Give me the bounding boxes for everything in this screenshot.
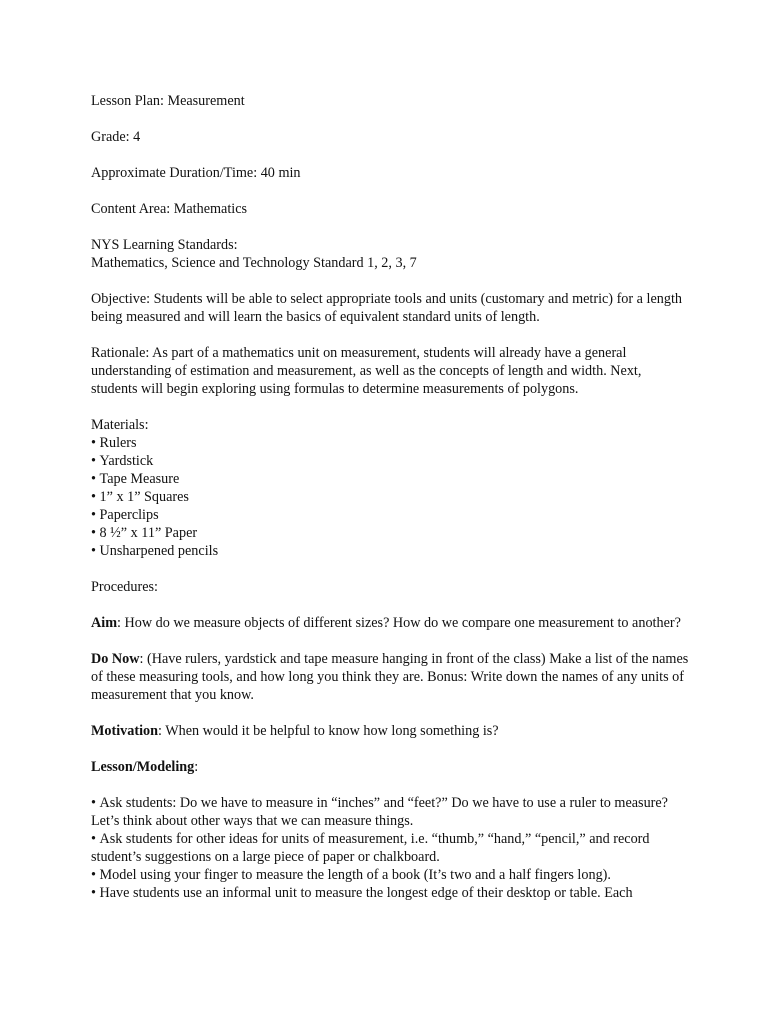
grade-line: Grade: 4 [91, 129, 141, 145]
lesson-modeling-label: Lesson/Modeling [91, 759, 195, 775]
standards-text: Mathematics, Science and Technology Standard 1, 2, 3, 7 [91, 255, 417, 271]
list-item: • Have students use an informal unit to measure the longest edge of their desktop or table. Each [91, 884, 691, 902]
list-item: • Rulers [91, 434, 691, 452]
standards-section [91, 236, 691, 272]
objective-paragraph: Objective: Students will be able to select appropriate tools and units (customary and metric) for a length being measured and will learn the basics of equivalent standard units of length. [91, 291, 682, 325]
do-now-paragraph [91, 650, 691, 704]
list-item: • Unsharpened pencils [91, 542, 691, 560]
list-item: • Model using your finger to measure the length of a book (It’s two and a half fingers long). [91, 866, 691, 884]
lesson-plan-body [91, 92, 691, 902]
lesson-steps-list [91, 794, 691, 902]
aim-label: Aim [91, 615, 118, 631]
content-area-line: Content Area: Mathematics [91, 201, 248, 217]
lesson-modeling-colon: : [194, 759, 199, 775]
lesson-modeling-heading [91, 758, 691, 776]
materials-list [91, 434, 691, 560]
list-item: • Yardstick [91, 452, 691, 470]
materials-heading: Materials: [91, 417, 149, 433]
document-title: Lesson Plan: Measurement [91, 93, 245, 109]
list-item: • 8 ½” x 11” Paper [91, 524, 691, 542]
list-item: • Tape Measure [91, 470, 691, 488]
motivation-paragraph [91, 722, 691, 740]
list-item: • Ask students for other ideas for units of measurement, i.e. “thumb,” “hand,” “pencil,” and record student’s suggestions on a large piece of paper or chalkboard. [91, 830, 691, 866]
procedures-heading: Procedures: [91, 579, 158, 595]
motivation-text: : When would it be helpful to know how long something is? [158, 723, 499, 739]
list-item: • Ask students: Do we have to measure in “inches” and “feet?” Do we have to use a ruler to measure? Let’s think about other ways that we can measure things. [91, 794, 691, 830]
do-now-label: Do Now [91, 651, 140, 667]
rationale-paragraph: Rationale: As part of a mathematics unit on measurement, students will already have a general understanding of estimation and measurement, as well as the concepts of length and width. Next, students will begin exploring using formulas to determine measurements of polygons. [91, 345, 642, 397]
do-now-text: : (Have rulers, yardstick and tape measure hanging in front of the class) Make a list of the names of these measuring tools, and how long you think they are. Bonus: Write down the names of any units of measurement that you know. [91, 651, 689, 703]
standards-heading: NYS Learning Standards: [91, 237, 238, 253]
list-item: • Paperclips [91, 506, 691, 524]
motivation-label: Motivation [91, 723, 158, 739]
aim-paragraph [91, 614, 691, 632]
aim-text: : How do we measure objects of different sizes? How do we compare one measurement to another? [117, 615, 681, 631]
duration-line: Approximate Duration/Time: 40 min [91, 165, 301, 181]
materials-section [91, 416, 691, 560]
list-item: • 1” x 1” Squares [91, 488, 691, 506]
